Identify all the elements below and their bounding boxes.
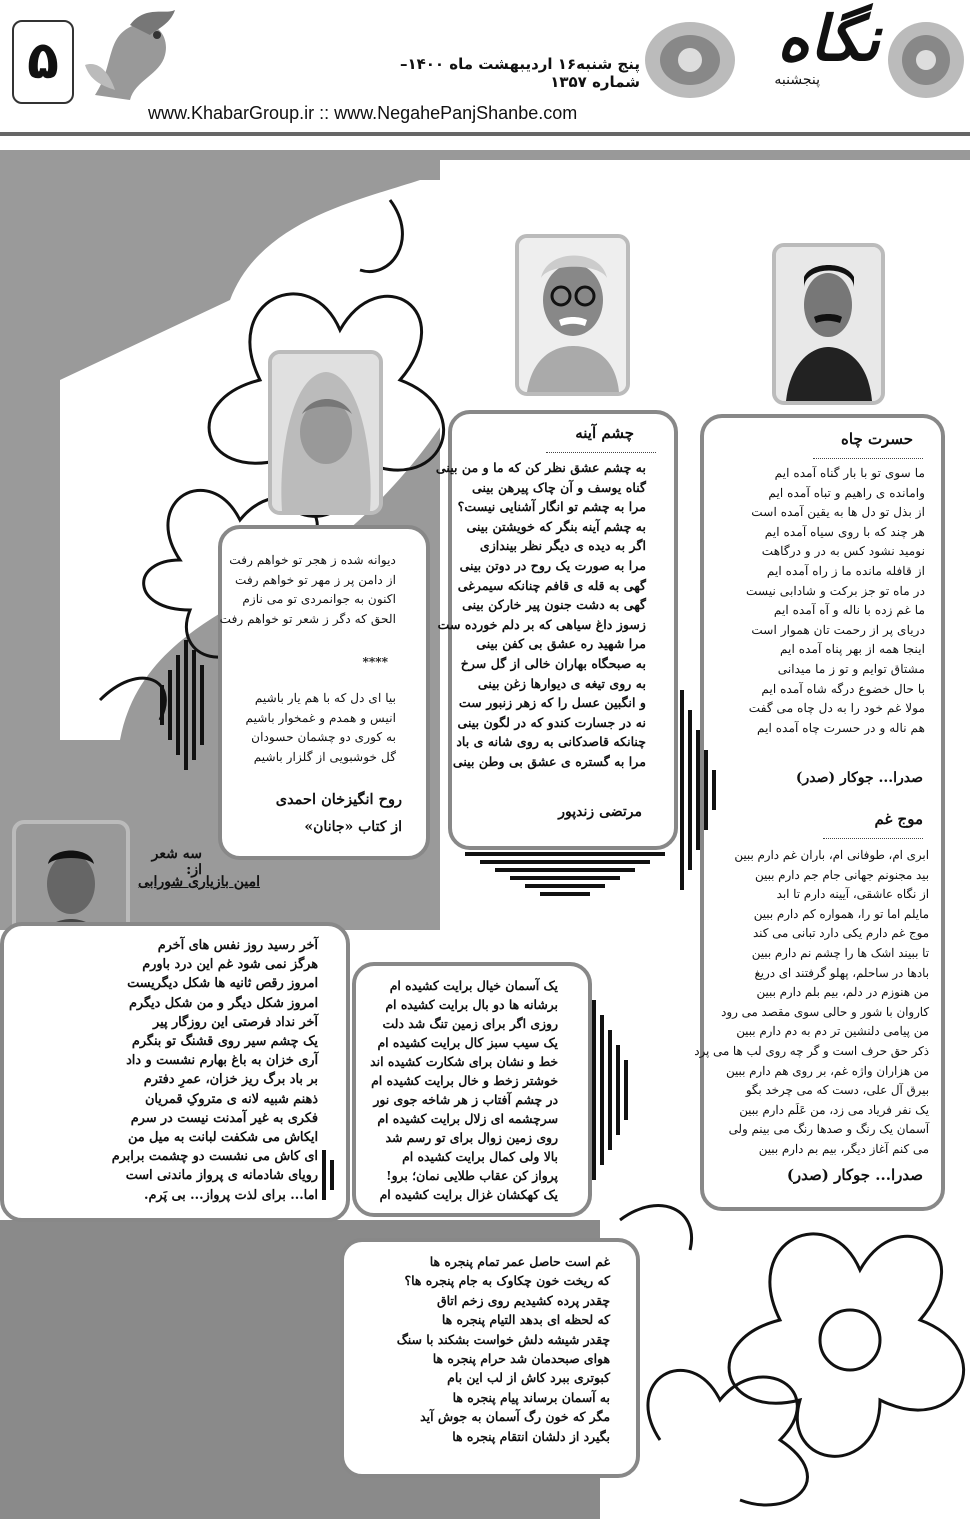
poem-separator: **** — [362, 655, 388, 669]
phoenix-illustration-icon — [75, 5, 185, 115]
poem-line: پرواز کن عقاب طلایی نمان؛ برو! — [386, 1168, 558, 1183]
header-divider — [0, 132, 970, 136]
poem-line: روزی اگر برای زمین تنگ شد دلت — [382, 1016, 558, 1031]
poem-line: یک آسمان خیال برایت کشیده ام — [389, 978, 558, 993]
poem-line: بگیرد از دلشان انتقام پنجره ها — [452, 1428, 610, 1444]
poet-photo-zandpour — [515, 234, 630, 396]
poem-body-cheshm-ayneh — [435, 458, 646, 772]
poem-body-khanahmadi-a — [219, 551, 396, 629]
poem-line: دریای پر از رحمت تان هموار است — [751, 622, 925, 637]
poem-line: دیوانه شده ز هجر تو خواهم رفت — [229, 553, 396, 567]
poem-line: غم است حاصل عمر تمام پنجره ها — [429, 1254, 610, 1269]
poem-line: هرگز نمی شود غم این درد باورم — [142, 957, 318, 973]
poem-line: ذکر حق حرف است و گر چه روی لب ها می پرد — [694, 1043, 929, 1058]
poem-line: بید مجنونم جهانی جام جم دارم ببین — [755, 867, 929, 882]
poem-line: که ریخت خون چکاوک به جام پنجره ها؟ — [404, 1273, 610, 1289]
poem-line: هم ناله و در حسرت چاه آمده ایم — [756, 720, 925, 735]
poem-card-jokar — [694, 414, 945, 1211]
poem-line: بادها در ساحلم، پهلو گرفتند ای دریغ — [754, 965, 929, 980]
poem-body-baziari — [18, 936, 318, 1205]
poem-line: من پیامی دلنشین تر دم به دم دارم ببین — [736, 1024, 929, 1039]
logo-main: نگاه — [777, 2, 880, 75]
poem-line: یک نفر فریاد می زد، من عَلَم دارم ببین — [739, 1102, 929, 1117]
poem-line: ما غم زده با ناله و آه آمده ایم — [773, 603, 925, 618]
poem-line: اما... برای لذت پرواز... بی پَرم. — [144, 1187, 318, 1203]
poem-line: گل خوشبویی از گلزار باشیم — [253, 749, 396, 764]
poem-line: آخر نداد فرصتی این روزگار پیر — [153, 1014, 318, 1030]
poem-line: مرا شهید ره عشق بی کفن بینی — [476, 636, 646, 652]
poet-photo-khanahmadi — [268, 350, 383, 515]
poem-card-zandpour — [435, 410, 678, 850]
poem-line: یک کهکشان غزال برایت کشیده ام — [379, 1187, 558, 1202]
poem-line: زسوز داغ سیاهی که بر دلم خورده ست — [437, 616, 646, 632]
poem-line: یک چشم سیر روی قشنگ تو بنگرم — [131, 1034, 318, 1050]
poem-line: بالا ولی کمال برایت کشیده ام — [402, 1149, 558, 1164]
poem-line: موج غم دارم یکی دارد تبانی می کند — [752, 926, 929, 941]
poem-line: از نگاه عاشقی، آیینه دارم تا ابد — [776, 887, 929, 902]
portrait-woman-icon — [272, 354, 379, 511]
poem-body-hasrat-chah — [710, 464, 925, 738]
poem-line: امروز رقص ثانیه ها شکل دیگریست — [127, 976, 318, 992]
poem-line: ذهنم شبیه لانه ی متروکِ قمریان — [145, 1091, 318, 1107]
header-band — [0, 150, 970, 160]
poem-card-baziari — [0, 922, 350, 1222]
poem-line: ابری ام، طوفانی ام، باران غم دارم ببین — [734, 848, 929, 862]
poet-name-baziari: امین بازیاری شورابی — [137, 874, 260, 890]
dotted-separator — [546, 452, 656, 453]
poem-line: وامانده ی راهیم و تباه آمده ایم — [768, 485, 925, 500]
poem-line: به آسمان برساند پیام پنجره ها — [452, 1389, 610, 1405]
portrait-elder-man-icon — [519, 238, 626, 392]
poem-line: الحق که دگر ز شعر تو خواهم رفت — [219, 611, 396, 626]
poem-author-zandpour: مرتضی زندپور — [558, 804, 642, 820]
poem-line: آری خزان به باغ بهارم نشست و داد — [126, 1053, 318, 1069]
poet-intro-label: سه شعر از: — [151, 846, 202, 878]
poem-line: از بذل تو دل ها به یقین آمده است — [751, 505, 925, 520]
poem-line: از دامن پر ز مهر تو خواهم رفت — [234, 572, 396, 587]
poem-line: مگر که خون رگ آسمان به جوش آید — [420, 1409, 610, 1425]
decorative-bars-icon — [160, 640, 204, 770]
ornament-right-icon — [885, 15, 967, 105]
poem-line: بیرق آل علی، دست که می چرخد بگو — [745, 1083, 929, 1098]
poem-line: نه در جسارت کندو که در لگون بینی — [457, 714, 646, 730]
poem-line: ای کاش می نشست دو چشمت برابرم — [111, 1149, 318, 1165]
portrait-man-icon — [776, 247, 881, 401]
dotted-separator — [813, 458, 923, 459]
decorative-bars-icon — [592, 1000, 628, 1180]
poem-line: در ماه تو جز برکت و شادابی نیست — [746, 583, 925, 598]
poem-line: روی زمین زوال برای تو رسم شد — [385, 1130, 558, 1145]
poet-photo-jokar — [772, 243, 885, 405]
poem-line: امروز شکل دیگر و من شکل دیگرم — [129, 995, 318, 1011]
page-number: ۵ — [12, 20, 74, 104]
poem-author-jokar: صدرا... جوکار (صدر) — [795, 770, 923, 786]
poem-line: هر چند که با روی سیاه آمده ایم — [764, 524, 925, 539]
poem-line: کاروان با شور و حالی سوی مقصد می رود — [721, 1004, 929, 1019]
poem-line: اکنون به جوانمردی تو می نازم — [242, 592, 396, 607]
poem-line: اینجا همه از بهر پناه آمده ایم — [779, 642, 925, 657]
poem-line: انیس و همدم و غمخوار باشیم — [245, 710, 396, 725]
dotted-separator — [823, 838, 923, 839]
poem-body-moj-gham — [694, 846, 929, 1160]
poem-line: نومید نشود کس به در و درگاهت — [761, 544, 925, 559]
poem-line: به چشم عشق نظر کن که ما و من بینی — [435, 460, 646, 475]
poem-line: و انگبین عسل را که زهر زنبور ست — [458, 695, 646, 711]
page-header — [0, 0, 970, 135]
website-urls[interactable]: www.KhabarGroup.ir :: www.NegahePanjShanbe.com — [148, 103, 578, 123]
poem-line: از قافله مانده ما ز راه آمده ایم — [766, 563, 925, 578]
poem-line: کبوتری ببرد کاش از لب این بام — [447, 1370, 610, 1386]
poem-title-moj-gham: موج غم — [874, 810, 923, 828]
poem-line: یک سیب سبز کال برایت کشیده ام — [377, 1035, 558, 1050]
poem-title-hasrat-chah: حسرت چاه — [841, 430, 913, 448]
poem-line: مایلم اما تو را، همواره کم دارم ببین — [753, 906, 929, 921]
poem-line: آخر رسید روز نفس های آخرم — [157, 938, 318, 953]
poem-body-asman — [353, 976, 558, 1204]
ornament-left-icon — [640, 15, 740, 105]
poem-line: من هنوزم در دلم، بیم بلم دارم ببین — [756, 985, 929, 1000]
poem-title-cheshm-ayneh: چشم آینه — [575, 424, 634, 442]
flower-decoration-bottom-icon — [600, 1180, 970, 1519]
poem-card-panjereh — [340, 1238, 640, 1478]
poem-line: مرا به گستره ی عشق بی وطن بینی — [452, 753, 646, 769]
poem-line: خوشتر زخط و خال برایت کشیده ام — [371, 1073, 558, 1088]
poem-author-khanahmadi: روح انگیزخان احمدی — [275, 791, 402, 808]
poem-line: مرا به چشم تو انگار آشنایی نیست؟ — [457, 499, 646, 515]
poem-line: ما سوی تو با بار گناه آمده ایم — [774, 466, 925, 480]
poem-line: تا ببیند اشک ها را چشم نم دارم ببین — [751, 945, 929, 960]
poem-line: خط و نشان برای شکارت کشیده اند — [370, 1054, 558, 1069]
poem-line: برشانه ها دو بال برایت کشیده ام — [385, 997, 558, 1012]
poem-card-khanahmadi — [218, 525, 430, 860]
decorative-bars-icon — [322, 1150, 334, 1200]
poem-line: چقدر پرده کشیدیم روی زخم اتاق — [436, 1292, 610, 1308]
poem-line: با حال خضوع درگه شاه آمده ایم — [761, 681, 925, 696]
poem-line: گهی به قله ی قافم چنانکه سیمرغی — [457, 577, 646, 593]
poem-line: ایکاش می شکفت لبانت به میل من — [128, 1130, 318, 1146]
poem-author-jokar-2: صدرا... جوکار (صدر) — [786, 1166, 923, 1184]
poem-line: سرچشمه ای زلال برایت کشیده ام — [377, 1111, 558, 1126]
poem-line: به کوری دو چشمان حسودان — [251, 730, 396, 745]
poem-line: چقدر شیشه دلش خواست بشکند با سنگ — [396, 1331, 610, 1347]
poem-line: بیا ای دل که با هم یار باشیم — [254, 691, 396, 705]
poem-line: من هزاران واژه غم، بر روی هم دارم ببین — [725, 1063, 929, 1078]
poem-line: در چشم آفتاب ز هر شاخه جوی نور — [373, 1092, 558, 1107]
poem-line: مشتاق توایم و تو ز ما میدانی — [777, 661, 925, 676]
poem-line: اگر به دیده ی دیگر نظر بیندازی — [479, 538, 646, 554]
poem-line: آسمان یک رنگ و صدها رنگ می بینم ولی — [728, 1122, 929, 1137]
poem-line: می کنم آغاز دیگر، بیم بم دارم ببین — [758, 1141, 929, 1156]
poem-line: چنانکه قاصدکانی به روی شانه ی باد — [456, 734, 646, 750]
poem-line: به روی تیغه ی دیوارها زغن بینی — [477, 675, 646, 691]
poem-body-khanahmadi-b — [226, 689, 396, 767]
newspaper-logo — [740, 2, 900, 105]
decorative-bars-icon — [680, 690, 716, 890]
poem-line: به چشم آینه بنگر که خویشتن بینی — [466, 518, 646, 534]
dateline: پنج شنبه۱۶ اردیبهشت ماه ۱۴۰۰– شماره ۱۳۵۷ — [399, 55, 640, 91]
poem-line: فکری به غیر آمدنت نیست در سرم — [130, 1110, 318, 1126]
poem-body-panjereh — [350, 1252, 610, 1446]
poem-line: مولا غم خود را به دل چاه می گفت — [748, 701, 925, 716]
poem-line: رویای شادمانه ی پرواز ماندنی است — [125, 1168, 318, 1184]
poem-line: هوای صبحدمان شد حرام پنجره ها — [432, 1351, 610, 1367]
poem-source-book: از کتاب «جانان» — [304, 819, 402, 835]
poem-line: بر باد برگ ریز خزان، عمرِ دفترم — [143, 1072, 318, 1088]
decorative-bars-icon — [465, 852, 665, 896]
poem-line: به صبحگاه بهاران خالی از گل سرخ — [460, 655, 646, 671]
poem-line: گناه یوسف و آن چاک پیرهن بینی — [472, 479, 646, 495]
logo-sub: پنجشنبه — [774, 72, 820, 88]
poem-line: گهی به دشت جنون پیر خارکن بینی — [462, 597, 646, 613]
poem-line: مرا به صورت یک روح در دوتن بینی — [459, 557, 646, 573]
poem-card-asman — [352, 962, 592, 1217]
poem-line: که لحظه ای بدهد التیام پنجره ها — [441, 1312, 610, 1328]
